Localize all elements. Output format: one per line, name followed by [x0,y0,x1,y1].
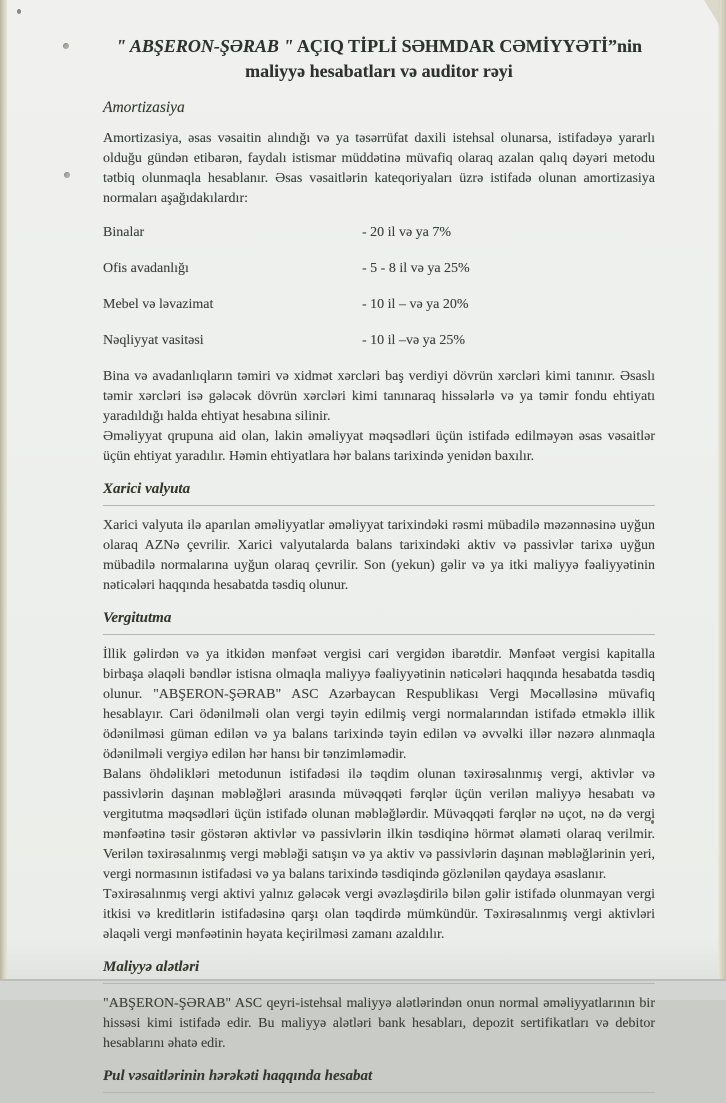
rate-row-office-equipment [103,259,655,279]
rate-value: - 5 - 8 il və ya 25% [362,261,470,276]
amortization-paragraph-2: Bina və avadanlıqların təmiri və xidmət xərcləri baş verdiyi dövrün xərcləri kimi tanınır. Əsaslı təmir xərcləri isə gələcək dövrün xərcləri kimi tanınaraq hissələrlə və ya təmir fondu ehtiyatı yaradıldığı halda ehtiyat hesabına silinir. [103,369,655,424]
rate-label: Ofis avadanlığı [103,261,189,276]
rate-value: - 10 il – və ya 20% [362,297,469,312]
company-name: " ABŞERON-ŞƏRAB " [116,36,294,56]
taxation-paragraph-3: Təxirəsalınmış vergi aktivi yalnız gələcək vergi əvəzləşdirilə bilən gəlir istifadə olunmayan vergi itkisi və kreditlərin istifadəsinə qarşı olan təqdirdə mümkündür. Təxirəsalınmış vergi aktivləri əlaqəli vergi mənfəətinin həyata keçirilməsi zamanı azaldılır. [103,887,655,942]
section-heading-taxation: Vergitutma [103,609,655,635]
amortization-paragraph-3: Əməliyyat qrupuna aid olan, lakin əməliyyat məqsədləri üçün istifadə edilməyən əsas vəsaitlər üçün ehtiyat yaradılır. Həmin ehtiyatlara hər balans tarixində yenidən baxılır. [103,429,655,464]
staple-mark [17,9,21,14]
page-edge-left [0,0,7,1000]
rate-label: Mebel və ləvazimat [103,297,214,312]
rate-row-furniture [103,295,655,315]
rate-value: - 10 il –və ya 25% [362,333,466,348]
section-heading-foreign-currency: Xarici valyuta [103,480,655,506]
document-content [103,34,655,1103]
amortization-rates-table [103,223,655,351]
rate-row-buildings [103,223,655,243]
section-heading-financial-instruments: Maliyyə alətləri [103,958,655,984]
punch-hole-mark [63,43,69,49]
taxation-paragraph-2: Balans öhdəlikləri metodunun istifadəsi ilə təqdim olunan təxirəsalınmış vergi, aktivlər və passivlərin daşınan məbləğləri arasında müvəqqəti fərqlər üçün verilən maliyyə hesabatı və vergitutma məqsədləri üçün istifadə olunan məbləğlərdir. Müvəqqəti fərqlər nə uçot, nə də vergi mənfəətinə təsir göstərən aktivlər və passivlərin ilkin təsdiqinə hörmət əlaməti olaraq verilmir. Verilən təxirəsalınmış vergi məbləği satışın və ya aktiv və passivlərin daşınan məbləğlərinin yeri, vergi normasının istifadəsi və ya balans tarixində təsdiqində gözlənilən qaydaya əsaslanır. [103,767,655,882]
financial-instruments-paragraph: "ABŞERON-ŞƏRAB" ASC qeyri-istehsal maliyyə alətlərindən onun normal əməliyyatlarının bir hissəsi kimi istifadə edir. Bu maliyyə alətləri bank hesabları, depozit sertifikatları və debitor hesablarını əhatə edir. [103,996,655,1051]
page-corner-fold [704,0,720,26]
rate-row-vehicles [103,331,655,351]
taxation-paragraph-1: İllik gəlirdən və ya itkidən mənfəət vergisi cari vergidən ibarətdir. Mənfəət vergisi kapitalla birbaşa əlaqəli bəndlər istisna olmaqla maliyyə fəaliyyətinin nəticələri haqqında hesabatda təsdiq olunur. "ABŞERON-ŞƏRAB" ASC Azərbaycan Respublikası Vergi Məcəlləsinə müvafiq hesablayır. Cari ödənilməli olan vergi təyin edilmiş vergi normalarından istifadə etməklə illik ödənilməsi güman edilən və ya balans tarixində təyin edilən və əvvəlki illər nəzərə alınmaqla ödənilməli vergiyə edilən hər hansı bir tənzimləmədir. [103,647,655,762]
section-heading-amortization: Amortizasiya [103,99,185,116]
document-title-rest: AÇIQ TİPLİ SƏHMDAR CƏMİYYƏTİ”nin maliyyə hesabatları və auditor rəyi [245,36,642,81]
punch-hole-mark [64,172,70,178]
document-title [103,34,655,84]
amortization-paragraph-1: Amortizasiya, əsas vəsaitin alındığı və ya təsərrüfat daxili istehsal olunarsa, istifadəyə yararlı olduğu gündən etibarən, faydalı istismar müddətinə müvafiq olaraq azalan qalıq dəyəri metodu tətbiq olunmaqla hesablanır. Əsas vəsaitlərin kateqoriyaları üzrə istifadə olunan amortizasiya normaları aşağıdakılardır: [103,131,655,206]
rate-value: - 20 il və ya 7% [362,225,452,240]
section-heading-cash-flow: Pul vəsaitlərinin hərəkəti haqqında hesabat [103,1067,655,1093]
page-edge-right [718,0,726,1000]
rate-label: Nəqliyyat vasitəsi [103,333,204,348]
foreign-currency-paragraph: Xarici valyuta ilə aparılan əməliyyatlar əməliyyat tarixindəki rəsmi mübadilə məzənnəsinə uyğun olaraq AZNə çevrilir. Xarici valyutalarda balans tarixindəki aktiv və passivlər tarixə uyğun mübadilə normalarına uyğun olaraq çevrilir. Son (yekun) gəlir və ya itki maliyyə fəaliyyətinin nəticələri haqqında hesabatda təsdiq olunur. [103,518,655,593]
rate-label: Binalar [103,225,145,240]
